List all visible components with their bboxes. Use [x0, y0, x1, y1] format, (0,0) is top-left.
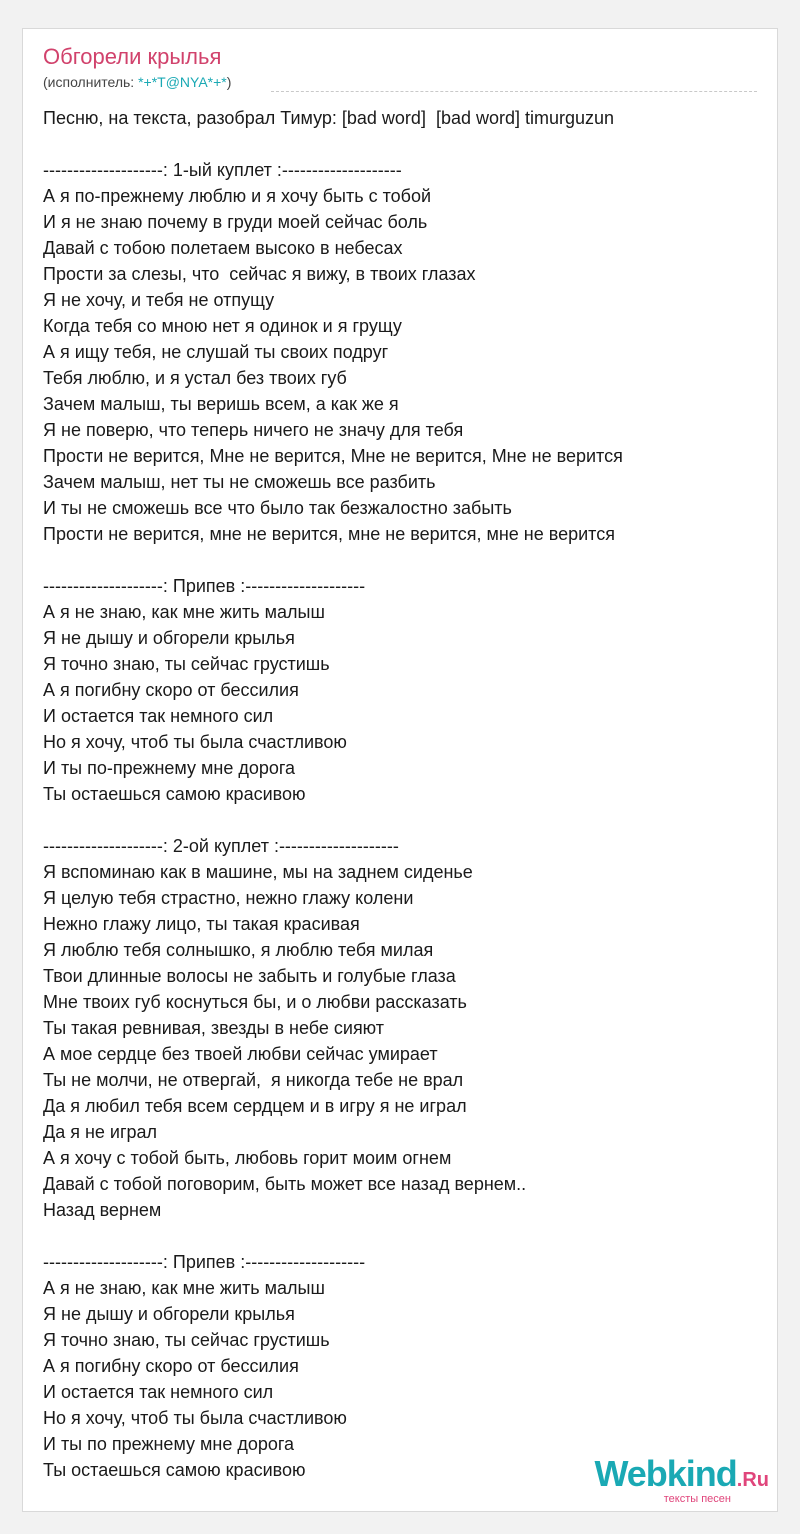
- lyric-line: А я не знаю, как мне жить малыш: [43, 1278, 325, 1298]
- lyric-line: И ты не сможешь все что было так безжалостно забыть: [43, 498, 512, 518]
- lyric-line: Ты такая ревнивая, звезды в небе сияют: [43, 1018, 385, 1038]
- lyrics-card: [22, 28, 778, 1512]
- lyric-line: И я не знаю почему в груди моей сейчас боль: [43, 212, 428, 232]
- artist-line: [43, 73, 231, 91]
- lyric-line: Прости за слезы, что сейчас я вижу, в твоих глазах: [43, 264, 476, 284]
- lyric-line: Но я хочу, чтоб ты была счастливою: [43, 732, 347, 752]
- lyric-line: А я погибну скоро от бессилия: [43, 680, 299, 700]
- lyric-line: Назад вернем: [43, 1200, 162, 1220]
- lyric-line: Ты остаешься самою красивою: [43, 784, 306, 804]
- lyric-line: Прости не верится, мне не верится, мне не верится, мне не верится: [43, 524, 615, 544]
- webkind-logo[interactable]: [594, 1455, 769, 1505]
- lyric-line: Да я любил тебя всем сердцем и в игру я не играл: [43, 1096, 467, 1116]
- artist-prefix: (исполнитель:: [43, 74, 139, 90]
- lyric-line: И остается так немного сил: [43, 1382, 274, 1402]
- lyric-line: Я не поверю, что теперь ничего не значу для тебя: [43, 420, 464, 440]
- blank-line: [43, 131, 623, 157]
- lyric-line: Но я хочу, чтоб ты была счастливою: [43, 1408, 347, 1428]
- lyric-line: Тебя люблю, и я устал без твоих губ: [43, 368, 347, 388]
- lyric-line: Зачем малыш, нет ты не сможешь все разбить: [43, 472, 436, 492]
- lyric-line: Я вспоминаю как в машине, мы на заднем сиденье: [43, 862, 473, 882]
- logo-tagline: тексты песен: [663, 1493, 731, 1505]
- lyric-line: Я целую тебя страстно, нежно глажу колени: [43, 888, 414, 908]
- blank-line: [43, 547, 623, 573]
- lyric-line: А мое сердце без твоей любви сейчас умирает: [43, 1044, 438, 1064]
- lyric-line: А я ищу тебя, не слушай ты своих подруг: [43, 342, 389, 362]
- lyric-line: Я не дышу и обгорели крылья: [43, 1304, 295, 1324]
- lyric-line: А я погибну скоро от бессилия: [43, 1356, 299, 1376]
- logo-tld: .Ru: [736, 1469, 769, 1491]
- lyric-line: Песню, на текста, разобрал Тимур: [bad word] [bad word] timurguzun: [43, 108, 615, 128]
- section-header: --------------------: 1-ый куплет :--------------------: [43, 160, 402, 180]
- lyric-line: Мне твоих губ коснуться бы, и о любви рассказать: [43, 992, 467, 1012]
- lyric-line: Я не дышу и обгорели крылья: [43, 628, 295, 648]
- lyric-line: Да я не играл: [43, 1122, 158, 1142]
- lyric-line: Давай с тобою полетаем высоко в небесах: [43, 238, 403, 258]
- blank-line: [43, 807, 623, 833]
- song-title: Обгорели крылья: [43, 44, 222, 69]
- lyric-line: Давай с тобой поговорим, быть может все назад вернем..: [43, 1174, 527, 1194]
- lyric-line: Я точно знаю, ты сейчас грустишь: [43, 654, 330, 674]
- lyrics-text: [43, 105, 623, 1483]
- artist-link[interactable]: *+*T@NYA*+*: [138, 74, 227, 90]
- lyric-line: Я люблю тебя солнышко, я люблю тебя милая: [43, 940, 434, 960]
- lyric-line: Ты не молчи, не отвергай, я никогда тебе не врал: [43, 1070, 464, 1090]
- lyric-line: Нежно глажу лицо, ты такая красивая: [43, 914, 360, 934]
- artist-suffix: ): [226, 74, 232, 90]
- section-header: --------------------: 2-ой куплет :--------------------: [43, 836, 399, 856]
- lyric-line: А я не знаю, как мне жить малыш: [43, 602, 325, 622]
- lyric-line: А я по-прежнему люблю и я хочу быть с тобой: [43, 186, 432, 206]
- lyric-line: Прости не верится, Мне не верится, Мне не верится, Мне не верится: [43, 446, 623, 466]
- lyric-line: Зачем малыш, ты веришь всем, а как же я: [43, 394, 399, 414]
- lyric-line: И остается так немного сил: [43, 706, 274, 726]
- lyric-line: И ты по-прежнему мне дорога: [43, 758, 296, 778]
- section-header: --------------------: Припев :--------------------: [43, 576, 366, 596]
- lyric-line: Я точно знаю, ты сейчас грустишь: [43, 1330, 330, 1350]
- lyric-line: Я не хочу, и тебя не отпущу: [43, 290, 275, 310]
- lyric-line: А я хочу с тобой быть, любовь горит моим огнем: [43, 1148, 452, 1168]
- lyric-line: И ты по прежнему мне дорога: [43, 1434, 295, 1454]
- lyric-line: Ты остаешься самою красивою: [43, 1460, 306, 1480]
- section-header: --------------------: Припев :--------------------: [43, 1252, 366, 1272]
- lyric-line: Когда тебя со мною нет я одинок и я грущу: [43, 316, 402, 336]
- logo-name: Webkind: [594, 1453, 737, 1494]
- header-divider: [271, 91, 757, 92]
- lyric-line: Твои длинные волосы не забыть и голубые глаза: [43, 966, 456, 986]
- blank-line: [43, 1223, 623, 1249]
